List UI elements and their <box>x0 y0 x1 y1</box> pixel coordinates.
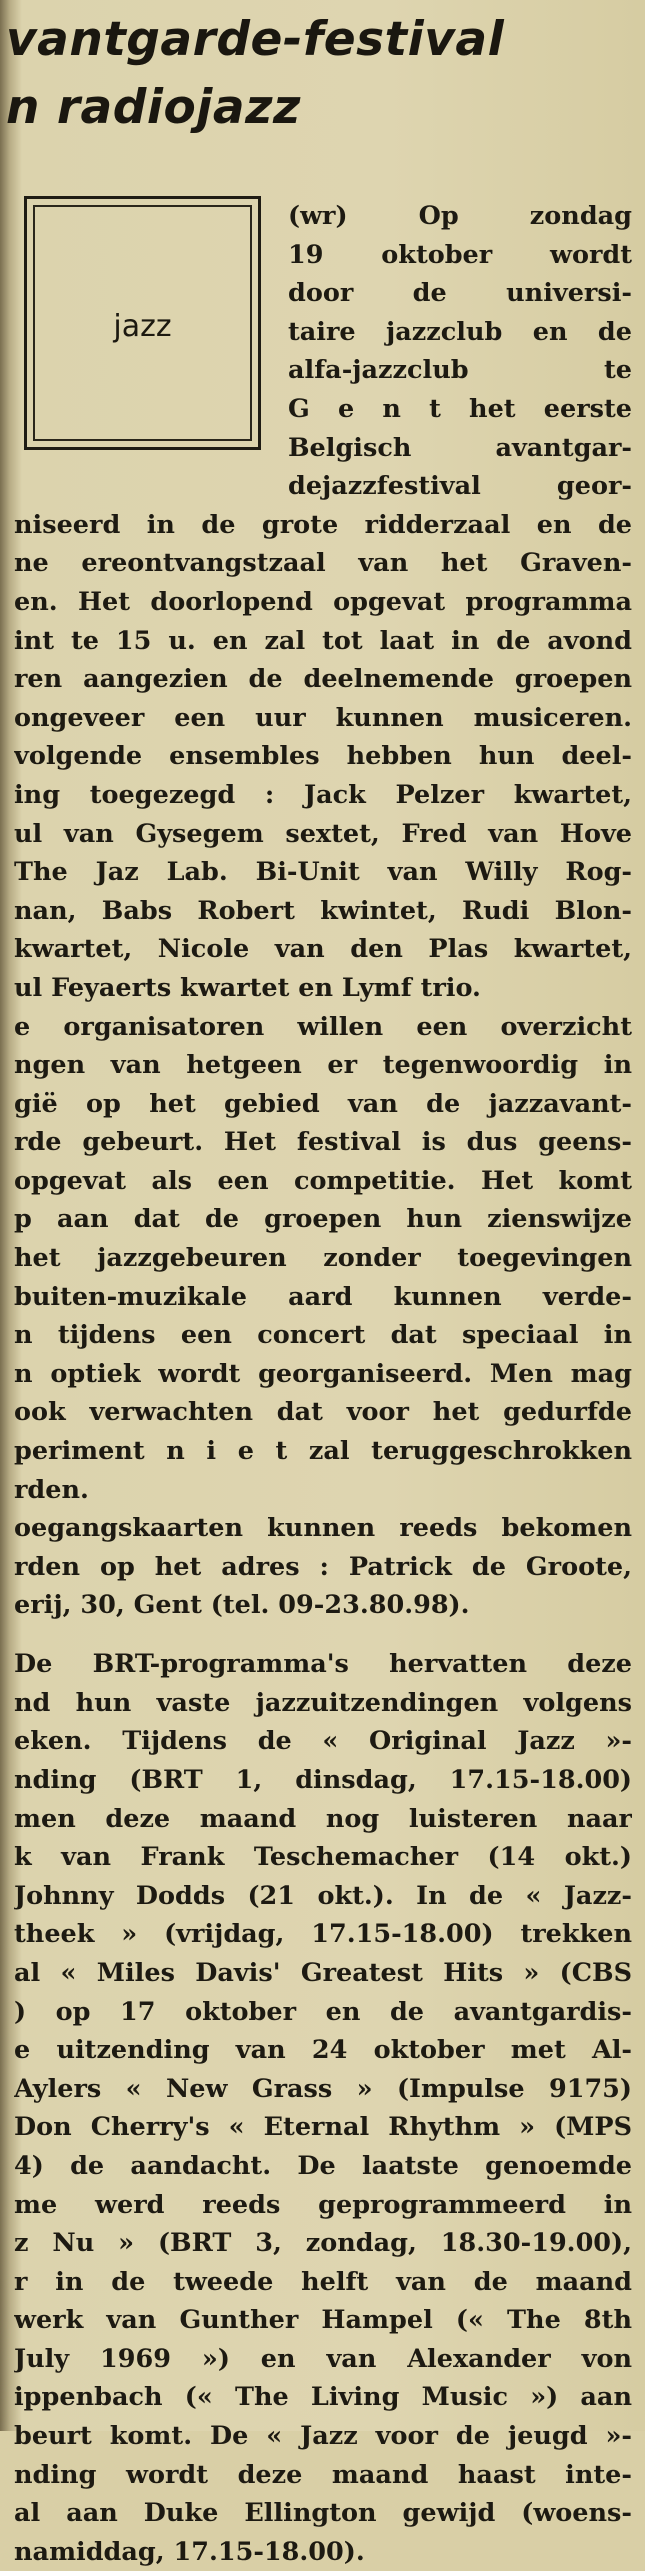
text-line: rden. <box>14 1474 89 1505</box>
text-line: al aan Duke Ellington gewijd (woens- <box>14 2498 632 2529</box>
text-line: ) op 17 oktober en de avantgardis- <box>14 1996 632 2027</box>
text-line: me werd reeds geprogrammeerd in <box>14 2189 632 2220</box>
section-label-box <box>24 196 261 450</box>
text-line: int te 15 u. en zal tot laat in de avond <box>14 625 632 656</box>
text-line: het jazzgebeuren zonder toegevingen <box>14 1243 632 1274</box>
text-line: alfa-jazzclub te <box>288 355 632 386</box>
text-line: door de universi- <box>288 278 632 309</box>
text-line: taire jazzclub en de <box>288 316 632 347</box>
text-line: ne ereontvangstzaal van het Graven- <box>14 548 632 579</box>
text-line: niseerd in de grote ridderzaal en de <box>14 509 632 540</box>
text-line: ren aangezien de deelnemende groepen <box>14 664 632 695</box>
text-line: dejazzfestival geor- <box>288 471 632 502</box>
text-line: nan, Babs Robert kwintet, Rudi Blon- <box>14 895 632 926</box>
text-line: nding wordt deze maand haast inte- <box>14 2459 632 2490</box>
text-line: 4) de aandacht. De laatste genoemde <box>14 2150 632 2181</box>
headline-line-1: vantgarde-festival <box>6 12 505 67</box>
text-line: namiddag, 17.15-18.00). <box>14 2536 365 2567</box>
text-line: e organisatoren willen een overzicht <box>14 1011 632 1042</box>
intro-column <box>288 197 632 506</box>
text-line: Don Cherry's « Eternal Rhythm » (MPS <box>14 2112 632 2143</box>
text-line: Aylers « New Grass » (Impulse 9175) <box>14 2073 632 2104</box>
text-line: volgende ensembles hebben hun deel- <box>14 741 632 772</box>
text-line: G e n t het eerste <box>288 393 632 424</box>
article-body <box>14 506 632 1625</box>
text-line: July 1969 ») en van Alexander von <box>14 2343 632 2374</box>
text-line: rden op het adres : Patrick de Groote, <box>14 1551 632 1582</box>
text-line: nd hun vaste jazzuitzendingen volgens <box>14 1687 632 1718</box>
headline-line-2: n radiojazz <box>6 80 301 135</box>
text-line: n tijdens een concert dat speciaal in <box>14 1320 632 1351</box>
text-line: periment n i e t zal teruggeschrokken <box>14 1436 632 1467</box>
text-line: beurt komt. De « Jazz voor de jeugd »- <box>14 2421 632 2452</box>
text-line: p aan dat de groepen hun zienswijze <box>14 1204 632 1235</box>
section-label: jazz <box>113 309 172 344</box>
text-line: 19 oktober wordt <box>288 239 632 270</box>
text-line: z Nu » (BRT 3, zondag, 18.30-19.00), <box>14 2228 632 2259</box>
text-line: theek » (vrijdag, 17.15-18.00) trekken <box>14 1919 632 1950</box>
text-line: ongeveer een uur kunnen musiceren. <box>14 702 632 733</box>
text-line: Belgisch avantgar- <box>288 432 632 463</box>
text-line: en. Het doorlopend opgevat programma <box>14 586 632 617</box>
text-line: oegangskaarten kunnen reeds bekomen <box>14 1513 632 1544</box>
text-line: De BRT-programma's hervatten deze <box>14 1649 632 1680</box>
text-line: kwartet, Nicole van den Plas kwartet, <box>14 934 632 965</box>
text-line: ul Feyaerts kwartet en Lymf trio. <box>14 972 481 1003</box>
text-line: Johnny Dodds (21 okt.). In de « Jazz- <box>14 1880 632 1911</box>
text-line: ing toegezegd : Jack Pelzer kwartet, <box>14 779 632 810</box>
text-line: erij, 30, Gent (tel. 09-23.80.98). <box>14 1590 470 1621</box>
text-line: r in de tweede helft van de maand <box>14 2266 632 2297</box>
text-line: (wr) Op zondag <box>288 201 632 231</box>
text-line: ippenbach (« The Living Music ») aan <box>14 2382 632 2413</box>
text-line: k van Frank Teschemacher (14 okt.) <box>14 1842 632 1873</box>
text-line: n optiek wordt georganiseerd. Men mag <box>14 1358 632 1389</box>
text-line: eken. Tijdens de « Original Jazz »- <box>14 1726 632 1757</box>
text-line: ngen van hetgeen er tegenwoordig in <box>14 1050 632 1081</box>
text-line: ul van Gysegem sextet, Fred van Hove <box>14 818 632 849</box>
text-line: ook verwachten dat voor het gedurfde <box>14 1397 632 1428</box>
text-line: men deze maand nog luisteren naar <box>14 1803 632 1834</box>
text-line: The Jaz Lab. Bi-Unit van Willy Rog- <box>14 857 632 888</box>
text-line: nding (BRT 1, dinsdag, 17.15-18.00) <box>14 1764 632 1795</box>
text-line: e uitzending van 24 oktober met Al- <box>14 2035 632 2066</box>
headline <box>6 6 636 142</box>
text-line: opgevat als een competitie. Het komt <box>14 1165 632 1196</box>
text-line: gië op het gebied van de jazzavant- <box>14 1088 632 1119</box>
article-body-2 <box>14 1645 632 2571</box>
text-line: werk van Gunther Hampel (« The 8th <box>14 2305 632 2336</box>
text-line: buiten-muzikale aard kunnen verde- <box>14 1281 632 1312</box>
text-line: al « Miles Davis' Greatest Hits » (CBS <box>14 1957 632 1988</box>
text-line: rde gebeurt. Het festival is dus geens- <box>14 1127 632 1158</box>
